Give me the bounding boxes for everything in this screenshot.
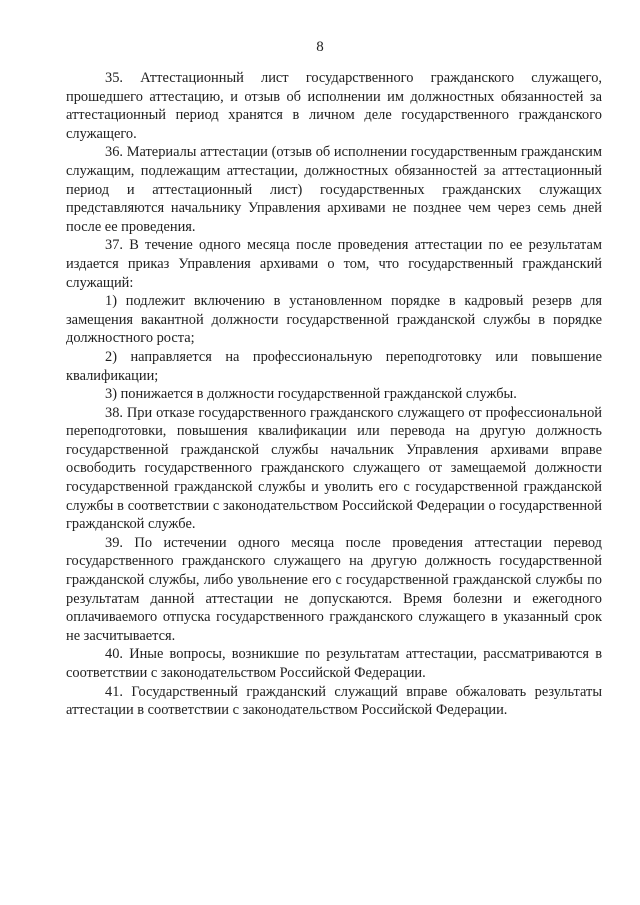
paragraph-37-item-3: 3) понижается в должности государственной гражданской службы. [105, 386, 517, 403]
paragraph-39: 39. По истечении одного месяца после проведения аттестации перевод государственного гражданского служащего на другую должность государственной гражданской службы, либо увольнение его с государственной гражданской службы по результатам данной аттестации не допускаются. Время болезни и ежегодного оплачиваемого отпуска государственного гражданского служащего в указанный срок не засчитывается. [66, 534, 602, 644]
paragraph-40: 40. Иные вопросы, возникшие по результатам аттестации, рассматриваются в соответствии с законодательством Российской Федерации. [66, 646, 602, 681]
paragraph-37-item-1: 1) подлежит включению в установленном порядке в кадровый резерв для замещения вакантной должности государственной гражданской службы в порядке должностного роста; [66, 293, 602, 347]
document-body [66, 69, 602, 720]
paragraph-36: 36. Материалы аттестации (отзыв об исполнении государственным гражданским служащим, подлежащим аттестации, должностных обязанностей за аттестационный период и аттестационный лист) государственных гражданских служащих представляются начальнику Управления архивами не позднее чем через семь дней после ее проведения. [66, 144, 602, 235]
paragraph-38: 38. При отказе государственного гражданского служащего от профессиональной переподготовки, повышения квалификации или перевода на другую должность государственной гражданской службы начальник Управления архивами вправе освободить государственного гражданского служащего от замещаемой должности государственной гражданской службы и уволить его с государственной гражданской службы в соответствии с законодательством Российской Федерации о государственной гражданской службе. [66, 404, 602, 533]
paragraph-41: 41. Государственный гражданский служащий вправе обжаловать результаты аттестации в соответствии с законодательством Российской Федерации. [66, 683, 602, 719]
page-number: 8 [316, 39, 324, 55]
paragraph-37-item-2: 2) направляется на профессиональную переподготовку или повышение квалификации; [66, 348, 602, 384]
paragraph-35: 35. Аттестационный лист государственного гражданского служащего, прошедшего аттестацию, и отзыв об исполнении им должностных обязанностей за аттестационный период хранятся в личном деле государственного гражданского служащего. [66, 70, 602, 142]
paragraph-37: 37. В течение одного месяца после проведения аттестации по ее результатам издается приказ Управления архивами о том, что государственный гражданский служащий: [66, 237, 602, 291]
